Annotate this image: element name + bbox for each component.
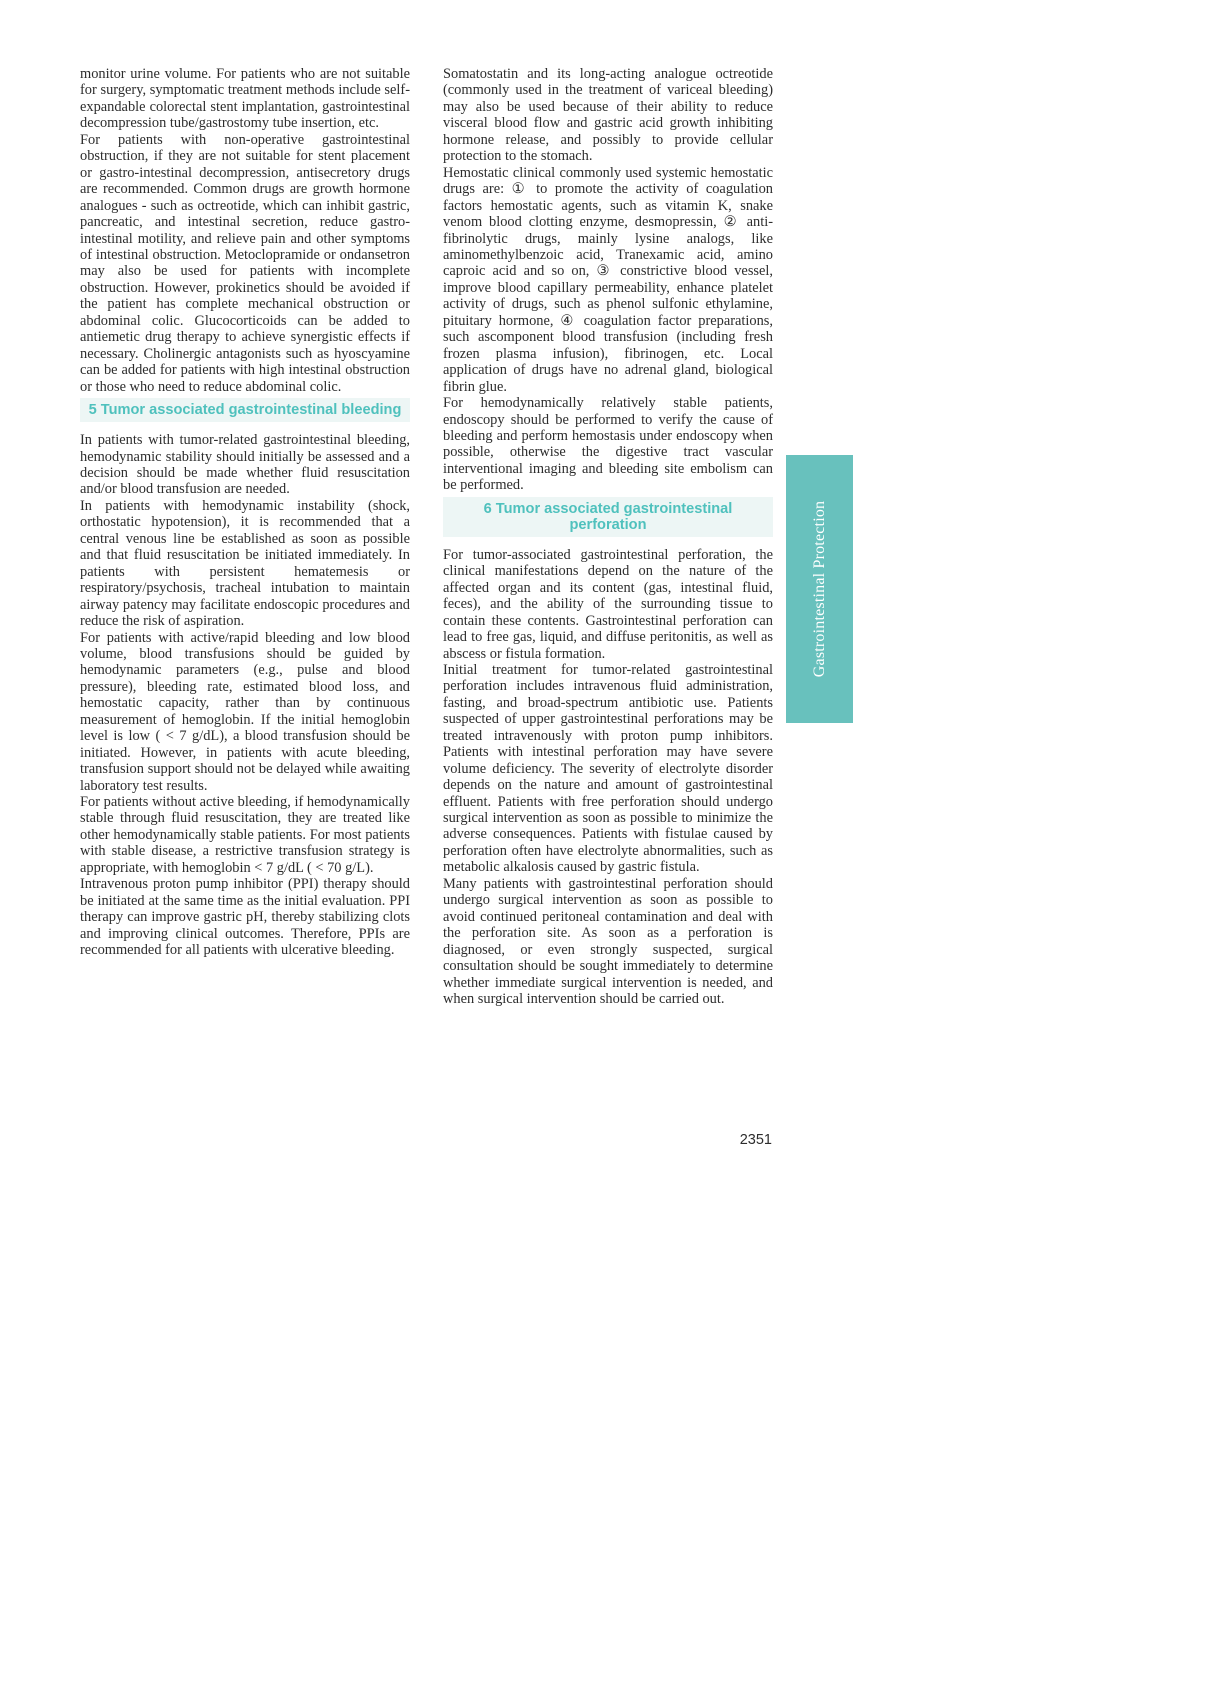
paragraph: For patients without active bleeding, if hemodynamically stable through fluid resuscitation, they are treated like other hemodynamically stable patients. For most patients with stable disease, a restrictive transfusion strategy is appropriate, with hemoglobin < 7 g/dL ( < 70 g/L).	[80, 794, 410, 876]
right-column	[443, 66, 773, 1007]
paragraph: Intravenous proton pump inhibitor (PPI) therapy should be initiated at the same time as the initial evaluation. PPI therapy can improve gastric pH, thereby stabilizing clots and improving clinical outcomes. Therefore, PPIs are recommended for all patients with ulcerative bleeding.	[80, 876, 410, 959]
paragraph: Hemostatic clinical commonly used systemic hemostatic drugs are: ① to promote the activity of coagulation factors hemostatic agents, such as vitamin K, snake venom blood clotting enzyme, desmopressin, ② anti-fibrinolytic drugs, mainly lysine analogs, like aminomethylbenzoic acid, Tranexamic acid, amino caproic acid and so on, ③ constrictive blood vessel, improve blood capillary permeability, enhance platelet activity of drugs, such as phenol sulfonic ethylamine, pituitary hormone, ④ coagulation factor preparations, such ascomponent blood transfusion (including fresh frozen plasma infusion), fibrinogen, etc. Local application of drugs have no adrenal gland, biological fibrin glue.	[443, 164, 773, 395]
paragraph: For tumor-associated gastrointestinal perforation, the clinical manifestations depend on the nature of the affected organ and its content (gas, intestinal fluid, feces), and the ability of the surrounding tissue to contain these contents. Gastrointestinal perforation can lead to free gas, liquid, and diffuse peritonitis, as well as abscess or fistula formation.	[443, 546, 773, 662]
side-tab-label: Gastrointestinal Protection	[810, 500, 828, 678]
paragraph: For patients with active/rapid bleeding and low blood volume, blood transfusions should be guided by hemodynamic parameters (e.g., pulse and blood pressure), bleeding rate, estimated blood loss, and hemostatic capacity, rather than by continuous measurement of hemoglobin. If the initial hemoglobin level is low ( < 7 g/dL), a blood transfusion should be initiated. However, in patients with acute bleeding, transfusion support should not be delayed while awaiting laboratory test results.	[80, 629, 410, 794]
paragraph: Many patients with gastrointestinal perforation should undergo surgical intervention as soon as possible to avoid continued peritoneal contamination and deal with the perforation site. As soon as a perforation is diagnosed, or even strongly suspected, surgical consultation should be sought immediately to determine whether immediate surgical intervention is needed, and when surgical intervention should be carried out.	[443, 875, 773, 1008]
page-number: 2351	[739, 1132, 772, 1148]
section-side-tab	[786, 455, 853, 723]
paragraph: monitor urine volume. For patients who are not suitable for surgery, symptomatic treatment methods include self-expandable colorectal stent implantation, gastrointestinal decompression tube/gastrostomy tube insertion, etc.	[80, 66, 410, 132]
paragraph: For patients with non-operative gastrointestinal obstruction, if they are not suitable for stent placement or gastro-intestinal decompression, antisecretory drugs are recommended. Common drugs are growth hormone analogues - such as octreotide, which can inhibit gastric, pancreatic, and intestinal secretion, reduce gastro-intestinal motility, and relieve pain and other symptoms of intestinal obstruction. Metoclopramide or ondansetron may also be used for patients with incomplete obstruction. However, prokinetics should be avoided if the patient has complete mechanical obstruction or abdominal colic. Glucocorticoids can be added to antiemetic drug therapy to achieve synergistic effects if necessary. Cholinergic antagonists such as hyoscyamine can be added for patients with high intestinal obstruction or those who need to reduce abdominal colic.	[80, 131, 410, 395]
paragraph: Initial treatment for tumor-related gastrointestinal perforation includes intravenous fluid administration, fasting, and broad-spectrum antibiotic use. Patients suspected of upper gastrointestinal perforations may be treated intravenously with proton pump inhibitors. Patients with intestinal perforation may have severe volume deficiency. The severity of electrolyte disorder depends on the nature and amount of gastrointestinal effluent. Patients with free perforation should undergo surgical intervention as soon as possible to minimize the adverse consequences. Patients with fistulae caused by perforation often have electrolyte abnormalities, such as metabolic alkalosis caused by gastric fistula.	[443, 661, 773, 876]
paragraph: In patients with tumor-related gastrointestinal bleeding, hemodynamic stability should initially be assessed and a decision should be made whether fluid resuscitation and/or blood transfusion are needed.	[80, 432, 410, 498]
paragraph: In patients with hemodynamic instability (shock, orthostatic hypotension), it is recommended that a central venous line be established as soon as possible and that fluid resuscitation be initiated immediately. In patients with persistent hematemesis or respiratory/psychosis, tracheal intubation to maintain airway patency may facilitate endoscopic procedures and reduce the risk of aspiration.	[80, 497, 410, 630]
section-6-heading: 6 Tumor associated gastrointestinal perforation	[443, 497, 773, 537]
paragraph: Somatostatin and its long-acting analogue octreotide (commonly used in the treatment of variceal bleeding) may also be used because of their ability to reduce visceral blood flow and gastric acid growth inhibiting hormone release, and possibly to provide cellular protection to the stomach.	[443, 66, 773, 165]
paragraph: For hemodynamically relatively stable patients, endoscopy should be performed to verify the cause of bleeding and perform hemostasis under endoscopy when possible, otherwise the digestive tract vascular interventional imaging and bleeding site embolism can be performed.	[443, 395, 773, 494]
section-5-heading: 5 Tumor associated gastrointestinal bleeding	[80, 398, 410, 422]
left-column	[80, 66, 410, 959]
